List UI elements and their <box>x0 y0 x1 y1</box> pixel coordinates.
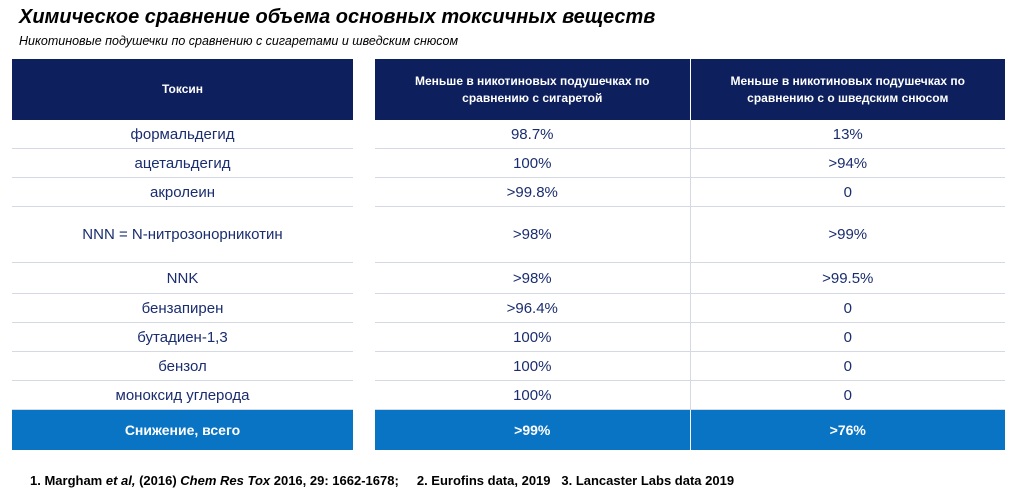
table-row <box>12 120 353 149</box>
table-row <box>12 381 353 410</box>
total-vs-snus: >76% <box>690 410 1005 451</box>
table-row <box>12 263 353 294</box>
toxin-cell: ацетальдегид <box>12 149 353 178</box>
header-vs-snus-label: Меньше в никотиновых подушечках по сравнению с о шведским снюсом <box>730 73 965 105</box>
table-header-row <box>375 59 1005 120</box>
comparison-table <box>375 59 1005 450</box>
total-row <box>12 410 353 451</box>
page-title: Химическое сравнение объема основных токсичных веществ <box>19 6 656 28</box>
table-row <box>375 323 1005 352</box>
toxin-table <box>12 59 353 450</box>
toxin-cell: бензапирен <box>12 294 353 323</box>
table-row <box>12 323 353 352</box>
ref1-year: (2016) <box>135 473 181 488</box>
vs-cigarette-cell: >96.4% <box>375 294 690 323</box>
vs-snus-cell: 0 <box>690 323 1005 352</box>
toxin-cell: моноксид углерода <box>12 381 353 410</box>
toxin-cell: бензол <box>12 352 353 381</box>
vs-cigarette-cell: 100% <box>375 381 690 410</box>
toxin-cell: формальдегид <box>12 120 353 149</box>
ref3: 3. Lancaster Labs data 2019 <box>561 473 735 488</box>
page-subtitle: Никотиновые подушечки по сравнению с сигаретами и шведским снюсом <box>19 34 459 48</box>
vs-snus-cell: 0 <box>690 294 1005 323</box>
vs-snus-cell: 0 <box>690 352 1005 381</box>
vs-cigarette-cell: >98% <box>375 263 690 294</box>
table-row <box>12 149 353 178</box>
vs-cigarette-cell: 98.7% <box>375 120 690 149</box>
vs-cigarette-cell: 100% <box>375 352 690 381</box>
vs-cigarette-cell: 100% <box>375 149 690 178</box>
table-row <box>375 263 1005 294</box>
table-row <box>12 352 353 381</box>
ref1-rest: 2016, 29: 1662-1678; <box>270 473 399 488</box>
vs-snus-cell: >94% <box>690 149 1005 178</box>
total-label: Снижение, всего <box>12 410 353 451</box>
toxin-cell: бутадиен-1,3 <box>12 323 353 352</box>
table-row <box>375 207 1005 263</box>
total-row <box>375 410 1005 451</box>
table-row <box>375 120 1005 149</box>
ref2: 2. Eurofins data, 2019 <box>416 473 551 488</box>
ref1-journal: Chem Res Tox <box>180 473 271 488</box>
total-vs-cigarette: >99% <box>375 410 690 451</box>
header-toxin: Токсин <box>12 59 353 120</box>
toxin-cell: акролеин <box>12 178 353 207</box>
table-row <box>375 381 1005 410</box>
table-row <box>12 207 353 263</box>
vs-snus-cell: 0 <box>690 178 1005 207</box>
table-row <box>12 294 353 323</box>
table-row <box>375 149 1005 178</box>
vs-snus-cell: 0 <box>690 381 1005 410</box>
header-vs-snus <box>690 59 1005 120</box>
header-vs-cigarette-label: Меньше в никотиновых подушечках по сравнению с сигаретой <box>415 73 650 105</box>
ref1-prefix: 1. Margham <box>30 473 106 488</box>
table-header-row <box>12 59 353 120</box>
table-row <box>12 178 353 207</box>
ref1-etal: et al, <box>105 473 136 488</box>
header-vs-cigarette <box>375 59 690 120</box>
vs-snus-cell: >99% <box>690 207 1005 263</box>
vs-snus-cell: >99.5% <box>690 263 1005 294</box>
vs-cigarette-cell: >99.8% <box>375 178 690 207</box>
vs-snus-cell: 13% <box>690 120 1005 149</box>
vs-cigarette-cell: >98% <box>375 207 690 263</box>
vs-cigarette-cell: 100% <box>375 323 690 352</box>
table-row <box>375 178 1005 207</box>
toxin-cell: NNN = N-нитрозонорникотин <box>12 207 353 263</box>
table-row <box>375 352 1005 381</box>
table-row <box>375 294 1005 323</box>
footnote-references <box>30 473 734 488</box>
toxin-cell: NNK <box>12 263 353 294</box>
